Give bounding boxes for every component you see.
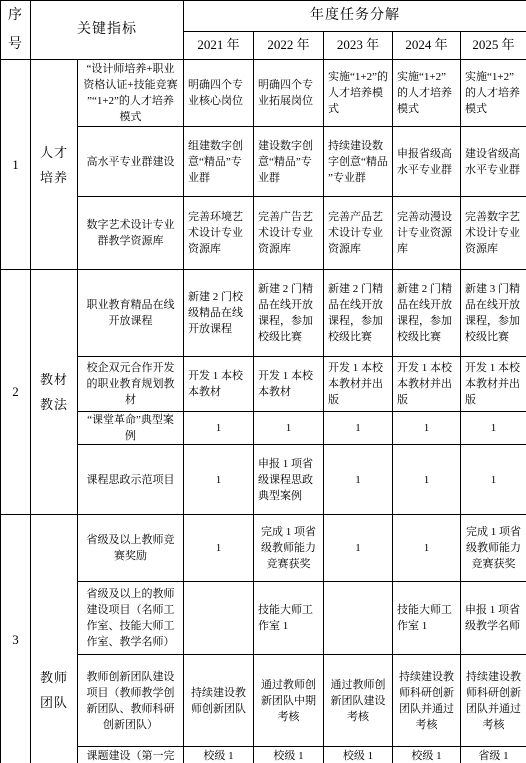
indicator-label: 课题建设（第一完 bbox=[78, 747, 184, 763]
task-cell: 完善数字艺术设计专业资源库 bbox=[461, 197, 526, 270]
task-cell: 新建 2 门精品在线开放课程，参加校级比赛 bbox=[393, 270, 461, 357]
task-cell: 完善环境艺术设计专业资源库 bbox=[184, 197, 254, 270]
task-cell: 1 bbox=[393, 515, 461, 582]
indicator-label: “课堂革命”典型案例 bbox=[78, 412, 184, 445]
year-header: 2024 年 bbox=[393, 31, 461, 59]
task-cell: 技能大师工作室 1 bbox=[393, 582, 461, 655]
table-row bbox=[1, 412, 526, 445]
task-cell: 新建 2 门校级精品在线开放课程 bbox=[184, 270, 254, 357]
table-row bbox=[1, 655, 526, 747]
task-cell: 1 bbox=[254, 412, 324, 445]
task-cell: 开发 1 本校本教材 bbox=[254, 357, 324, 412]
year-header: 2021 年 bbox=[184, 31, 254, 59]
task-cell: 1 bbox=[324, 412, 393, 445]
table-row bbox=[1, 357, 526, 412]
annual-tasks-header: 年度任务分解 bbox=[184, 1, 526, 32]
table-row bbox=[1, 747, 526, 763]
indicator-label: 省级及以上的教师建设项目（名师工作室、技能大师工作室、教学名师） bbox=[78, 582, 184, 655]
task-cell: 完善产品艺术设计专业资源库 bbox=[324, 197, 393, 270]
task-cell: 申报 1 项省级课程思政典型案例 bbox=[254, 445, 324, 515]
indicator-header: 关键指标 bbox=[31, 1, 184, 60]
task-cell: 1 bbox=[393, 412, 461, 445]
serial-number: 1 bbox=[1, 60, 31, 270]
task-cell: 建设数字创意“精品”专业群 bbox=[254, 127, 324, 197]
year-header: 2025 年 bbox=[461, 31, 526, 59]
table-row bbox=[1, 582, 526, 655]
task-cell: 完善广告艺术设计专业资源库 bbox=[254, 197, 324, 270]
indicator-label: 职业教育精品在线开放课程 bbox=[78, 270, 184, 357]
task-cell: 实施“1+2”的人才培养模式 bbox=[324, 60, 393, 127]
task-cell: 完成 1 项省级教师能力竞赛获奖 bbox=[254, 515, 324, 582]
task-cell: 完善动漫设计专业资源库 bbox=[393, 197, 461, 270]
indicator-label: 校企双元合作开发的职业教育规划教材 bbox=[78, 357, 184, 412]
task-cell: 1 bbox=[324, 445, 393, 515]
task-cell: 1 bbox=[184, 412, 254, 445]
task-cell: 持续建设数字创意“精品”专业群 bbox=[324, 127, 393, 197]
task-cell: 组建数字创意“精品”专业群 bbox=[184, 127, 254, 197]
serial-header: 序号 bbox=[1, 1, 31, 60]
task-cell: 新建 2 门精品在线开放课程，参加校级比赛 bbox=[324, 270, 393, 357]
category-label: 教材教法 bbox=[31, 270, 78, 515]
indicator-label: 课程思政示范项目 bbox=[78, 445, 184, 515]
task-cell: 校级 1 bbox=[324, 747, 393, 763]
task-cell: 持续建设教师科研创新团队并通过考核 bbox=[393, 655, 461, 747]
year-header: 2023 年 bbox=[324, 31, 393, 59]
task-cell: 持续建设教师创新团队 bbox=[184, 655, 254, 747]
task-cell: 通过教师创新团队中期考核 bbox=[254, 655, 324, 747]
serial-number: 3 bbox=[1, 515, 31, 763]
task-cell: 建设省级高水平专业群 bbox=[461, 127, 526, 197]
task-cell: 1 bbox=[184, 445, 254, 515]
task-cell: 省级 1 bbox=[461, 747, 526, 763]
task-cell: 开发 1 本校本教材 bbox=[184, 357, 254, 412]
table-row bbox=[1, 515, 526, 582]
indicator-label: 省级及以上教师竞赛奖励 bbox=[78, 515, 184, 582]
task-cell: 1 bbox=[324, 515, 393, 582]
task-cell: 1 bbox=[461, 412, 526, 445]
task-cell: 申报省级高水平专业群 bbox=[393, 127, 461, 197]
indicator-label: “设计师培养+职业资格认证+技能竞赛”“1+2”的人才培养模式 bbox=[78, 60, 184, 127]
table-row bbox=[1, 445, 526, 515]
indicator-label: 高水平专业群建设 bbox=[78, 127, 184, 197]
indicator-label: 数字艺术设计专业群教学资源库 bbox=[78, 197, 184, 270]
task-cell: 技能大师工作室 1 bbox=[254, 582, 324, 655]
task-cell: 完成 1 项省级教师能力竞赛获奖 bbox=[461, 515, 526, 582]
task-cell: 实施“1+2”的人才培养模式 bbox=[461, 60, 526, 127]
task-cell: 持续建设教师科研创新团队并通过考核 bbox=[461, 655, 526, 747]
task-cell: 校级 1 bbox=[393, 747, 461, 763]
category-label: 教师团队 bbox=[31, 515, 78, 763]
task-cell bbox=[184, 582, 254, 655]
table-row bbox=[1, 197, 526, 270]
task-cell: 新建 3 门精品在线开放课程，参加校级比赛 bbox=[461, 270, 526, 357]
table-row bbox=[1, 60, 526, 127]
task-cell: 1 bbox=[393, 445, 461, 515]
task-cell: 开发 1 本校本教材并出版 bbox=[324, 357, 393, 412]
task-cell: 通过教师创新团队建设考核 bbox=[324, 655, 393, 747]
task-cell: 申报 1 项省级教学名师 bbox=[461, 582, 526, 655]
task-cell: 校级 1 bbox=[184, 747, 254, 763]
indicator-label: 教师创新团队建设项目（教师教学创新团队、教师科研创新团队） bbox=[78, 655, 184, 747]
task-cell: 新建 2 门精品在线开放课程，参加校级比赛 bbox=[254, 270, 324, 357]
category-label: 人才培养 bbox=[31, 60, 78, 270]
task-cell bbox=[324, 582, 393, 655]
task-cell: 1 bbox=[461, 445, 526, 515]
task-cell: 明确四个专业核心岗位 bbox=[184, 60, 254, 127]
task-cell: 实施“1+2”的人才培养模式 bbox=[393, 60, 461, 127]
table-row bbox=[1, 127, 526, 197]
serial-number: 2 bbox=[1, 270, 31, 515]
year-header: 2022 年 bbox=[254, 31, 324, 59]
table-row bbox=[1, 270, 526, 357]
task-cell: 1 bbox=[184, 515, 254, 582]
task-cell: 校级 1 bbox=[254, 747, 324, 763]
task-cell: 开发 1 本校本教材并出版 bbox=[393, 357, 461, 412]
task-cell: 明确四个专业拓展岗位 bbox=[254, 60, 324, 127]
task-cell: 开发 1 本校本教材并出版 bbox=[461, 357, 526, 412]
